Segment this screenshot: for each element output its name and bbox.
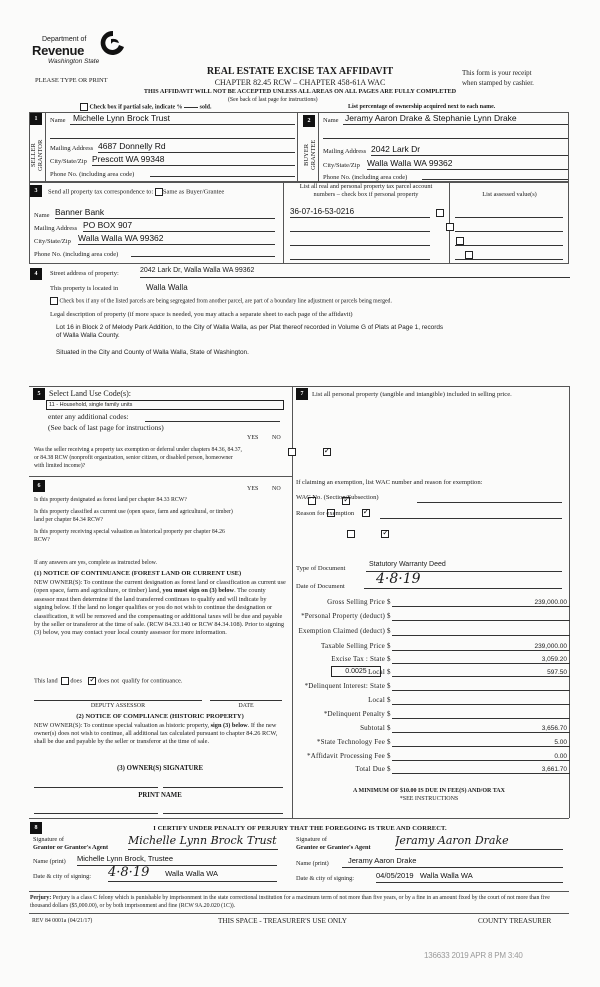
fee-delinquent-interest-local: Local $ [298, 696, 590, 706]
parcel-number-1[interactable]: 36-07-16-53-0216 [290, 207, 430, 218]
parcel-number-4[interactable] [290, 250, 430, 260]
grantee-date-field[interactable]: 04/05/2019 Walla Walla WA [376, 871, 563, 883]
tax-city-label: City/State/Zip [34, 238, 71, 245]
seller-city-field[interactable]: Prescott WA 99348 [92, 154, 295, 166]
partial-sale-sold: sold. [199, 104, 212, 111]
fee-personal-property: *Personal Property (deduct) $ [298, 612, 590, 622]
grantor-name-label: Name (print) [33, 858, 66, 865]
street-address-label: Street address of property: [50, 270, 119, 277]
continuance-choice: This land does ✓ does not qualify for continuance. [34, 677, 182, 685]
buyer-mailing-label: Mailing Address [323, 148, 367, 155]
form-revision: REV 84 0001a (04/21/17) [32, 918, 93, 924]
minimum-note: A MINIMUM OF $10.00 IS DUE IN FEE(S) AND/OR TAX [353, 788, 505, 794]
notice-continuance-title: (1) NOTICE OF CONTINUANCE (FOREST LAND OR CURRENT USE) [34, 570, 242, 577]
land-use-label: Select Land Use Code(s): [49, 389, 131, 398]
assessed-header: List assessed value(s) [482, 191, 537, 198]
receipt-note-1: This form is your receipt [462, 69, 532, 77]
parcel-header: List all real and personal property tax parcel account numbers – check box if personal property [299, 183, 433, 198]
section-4-badge: 4 [30, 268, 42, 280]
tax-phone-field[interactable] [131, 248, 275, 257]
see-back-label: (See back of last page for instructions) [48, 423, 164, 432]
logo-line3: Washington State [48, 58, 100, 65]
form-subtitle: CHAPTER 82.45 RCW – CHAPTER 458-61A WAC [214, 78, 386, 87]
wac-field[interactable] [417, 494, 562, 503]
fee-gross-selling-price: Gross Selling Price $ 239,000.00 [298, 598, 590, 608]
print-name-heading: PRINT NAME [138, 792, 182, 799]
notice-continuance-body: NEW OWNER(S): To continue the current designation as forest land or classification as current use (open space, farm and agriculture, or timber) land, you must sign on (3) below. The county assessor must then determine if the land transferred continues to qualify and will indicate by signing below. If the land no longer qualifies or you do not wish to continue the designation or classification, it will be removed and the compensating or additional taxes will be due and payable by the seller or transferor at the time of sale. (RCW 84.33.140 or RCW 84.34.108). Prior to signing (3) below, you may contact your local county assessor for more information. [34, 579, 286, 637]
deputy-assessor-label: DEPUTY ASSESSOR [90, 703, 146, 709]
partial-sale [80, 103, 212, 111]
grantee-name-label: Name (print) [296, 860, 329, 867]
owner-signature-heading: (3) OWNER(S) SIGNATURE [117, 765, 203, 772]
fee-excise-tax-state: Excise Tax : State $ 3,059.20 [298, 655, 590, 665]
historic-no-checkbox[interactable] [381, 530, 389, 538]
parcel-number-3[interactable] [290, 236, 430, 246]
grantor-name-field[interactable]: Michelle Lynn Brock, Trustee [77, 854, 277, 866]
historic-yes-checkbox[interactable] [347, 530, 355, 538]
yes-header-6: YES [247, 486, 259, 492]
section-8-badge: 8 [30, 822, 42, 834]
tax-city-field[interactable]: Walla Walla WA 99362 [78, 233, 275, 245]
fee-excise-tax-local: Local $ 597.50 [298, 668, 590, 678]
if-yes-note: If any answers are yes, complete as instructed below. [34, 560, 157, 566]
partial-sale-percent[interactable] [184, 107, 198, 108]
legal-description-label: Legal description of property (if more space is needed, you may attach a separate sheet to each page of the affidavit) [50, 311, 353, 318]
grantee-name-field[interactable]: Jeramy Aaron Drake [342, 856, 563, 868]
doc-type-field[interactable]: Statutory Warranty Deed [366, 561, 562, 572]
same-as-buyer-checkbox[interactable] [155, 188, 163, 196]
exemption-claim-label: If claiming an exemption, list WAC number and reason for exemption: [296, 479, 483, 486]
yes-header-5: YES [247, 435, 259, 441]
section-2-badge: 2 [303, 115, 315, 127]
grantee-signature-field[interactable]: Jeramy Aaron Drake [395, 833, 563, 850]
assessed-value-3[interactable] [455, 236, 563, 246]
land-use-select[interactable]: 11 - Household, single family units [46, 400, 284, 410]
deputy-assessor-signature-line[interactable] [34, 693, 202, 701]
grantor-date-field[interactable]: 4·8·19 Walla Walla WA [108, 865, 277, 882]
personal-property-label: List all personal property (tangible and intangible) included in selling price. [312, 391, 512, 398]
acceptance-warning: THIS AFFIDAVIT WILL NOT BE ACCEPTED UNLESS ALL AREAS ON ALL PAGES ARE FULLY COMPLETED [143, 88, 457, 95]
seller-city-label: City/State/Zip [50, 158, 87, 165]
date-label: DATE [238, 703, 254, 709]
assessed-value-1[interactable] [455, 208, 563, 218]
notice-compliance-body: NEW OWNER(S): To continue special valuation as historic property, sign (3) below. If the new owner(s) does not wish to continue, all additional tax calculated pursuant to chapter 84.26 RCW, shall be due and payable by the seller or transferor at the time of sale. [34, 722, 278, 746]
buyer-name-label: Name [323, 117, 339, 124]
tax-phone-label: Phone No. (including area code) [34, 251, 119, 258]
certify-statement: I CERTIFY UNDER PENALTY OF PERJURY THAT THE FOREGOING IS TRUE AND CORRECT. [153, 825, 447, 832]
current-use-question: Is this property classified as current use (open space, farm and agricultural, or timber) land per chapter 84.34 RCW? [34, 509, 233, 523]
send-correspondence-label: Send all property tax correspondence to: Same as Buyer/Grantee [48, 188, 225, 196]
print-name-line-1[interactable] [34, 806, 158, 814]
parcel-number-2[interactable] [290, 222, 430, 232]
no-header-5: NO [272, 435, 281, 441]
please-type: PLEASE TYPE OR PRINT [35, 77, 108, 84]
print-name-line-2[interactable] [163, 806, 283, 814]
fee-total-due: Total Due $ 3,661.70 [298, 765, 590, 775]
continuance-does-checkbox[interactable] [61, 677, 69, 685]
section-3-badge: 3 [30, 185, 42, 197]
legal-description-text[interactable]: Lot 16 in Block 2 of Melody Park Addition, to the City of Walla Walla, as per Plat thereof recorded in Volume G of Plats at Page 1, records of Walla Walla County. Situated in the City and County of Walla Walla, State of Washington. [56, 324, 444, 356]
located-in-label: This property is located in [50, 285, 119, 292]
buyer-phone-field[interactable] [422, 171, 568, 180]
tax-mailing-field[interactable]: PO BOX 907 [83, 220, 275, 232]
owner-signature-line-1[interactable] [34, 780, 158, 788]
fee-state-technology: *State Technology Fee $ 5.00 [298, 738, 590, 748]
reason-field[interactable] [380, 510, 562, 519]
seller-phone-field[interactable] [150, 168, 295, 177]
historic-question: Is this property receiving special valuation as historical property per chapter 84.26 RCW? [34, 529, 225, 543]
personal-property-checkbox-2[interactable] [446, 223, 454, 231]
seller-phone-label: Phone No. (including area code) [50, 171, 135, 178]
no-header-6: NO [272, 486, 281, 492]
see-instructions: *SEE INSTRUCTIONS [399, 796, 459, 802]
buyer-city-label: City/State/Zip [323, 162, 360, 169]
section-7-badge: 7 [296, 388, 308, 400]
grantor-signature-label: Signature of Grantor or Grantor's Agent [33, 836, 109, 851]
current-use-no-checkbox[interactable] [362, 509, 370, 517]
treasurer-stamp: 136633 2019 APR 8 PM 3:40 [424, 951, 523, 960]
fee-taxable-selling-price: Taxable Selling Price $ 239,000.00 [298, 642, 590, 652]
grantee-date-label: Date & city of signing: [296, 875, 355, 882]
seller-name-field[interactable]: Michelle Lynn Brock Trust [70, 113, 295, 125]
seller-name-line2[interactable] [50, 131, 295, 139]
buyer-city-field[interactable]: Walla Walla WA 99362 [367, 158, 568, 170]
perjury-notice: Perjury: Perjury is a class C felony which is punishable by imprisonment in the state correctional institution for a maximum term of not more than five years, or by a fine in an amount fixed by the court of not more than five thousand dollars ($5,000.00), or by both imprisonment and fine (RCW 9A.20.020 (1C)). [30, 895, 550, 909]
county-treasurer: COUNTY TREASURER [478, 917, 552, 925]
notice-compliance-title: (2) NOTICE OF COMPLIANCE (HISTORIC PROPERTY) [76, 713, 244, 720]
local-rate-box[interactable]: 0.0025 [331, 666, 381, 677]
section-6-badge: 6 [33, 480, 45, 492]
assessor-date-line[interactable] [210, 693, 282, 701]
additional-codes-field[interactable] [145, 414, 280, 422]
form-title: REAL ESTATE EXCISE TAX AFFIDAVIT [206, 66, 394, 77]
buyer-mailing-field[interactable]: 2042 Lark Dr [371, 144, 568, 156]
exemption-yes-checkbox[interactable] [288, 448, 296, 456]
seller-mailing-field[interactable]: 4687 Donnelly Rd [98, 141, 295, 153]
partial-sale-label: Check box if partial sale, indicate % [89, 104, 183, 111]
logo-line1: Department of [42, 36, 87, 43]
forest-land-question: Is this property designated as forest land per chapter 84.33 RCW? [34, 497, 187, 503]
assessed-value-4[interactable] [455, 250, 563, 260]
seller-name-label: Name [50, 117, 66, 124]
buyer-name-line2[interactable] [323, 131, 568, 139]
fee-delinquent-interest-state: *Delinquent Interest: State $ [298, 682, 590, 692]
treasurer-use-only: THIS SPACE - TREASURER'S USE ONLY [218, 917, 347, 925]
reason-label: Reason for exemption [296, 510, 355, 517]
seller-grantor-label: SELLER GRANTOR [30, 139, 44, 171]
continuance-does-not-checkbox[interactable] [88, 677, 96, 685]
fee-subtotal: Subtotal $ 3,656.70 [298, 724, 590, 734]
doc-type-label: Type of Document [296, 565, 346, 572]
additional-codes-label: enter any additional codes: [48, 412, 129, 421]
buyer-grantee-label: BUYER GRANTEE [303, 139, 317, 171]
fee-exemption-claimed: Exemption Claimed (deduct) $ [298, 627, 590, 637]
dor-logo [32, 30, 142, 70]
logo-line2: Revenue [32, 43, 85, 58]
ownership-note: List percentage of ownership acquired next to each name. [348, 104, 496, 110]
assessed-value-2[interactable] [455, 222, 563, 232]
grantor-date-label: Date & city of signing: [33, 873, 92, 880]
buyer-name-field[interactable]: Jeramy Aaron Drake & Stephanie Lynn Drake [343, 113, 568, 125]
exemption-question: Was the seller receiving a property tax exemption or deferral under chapters 84.36, 84.37, or 84.38 RCW (nonprofit organization, senior citizen, or disabled person, homeowner with limited income)? [34, 447, 242, 469]
buyer-phone-label: Phone No. (including area code) [323, 174, 408, 181]
street-address-field[interactable]: 2042 Lark Dr, Walla Walla WA 99362 [140, 267, 570, 278]
dor-logo-icon [100, 30, 126, 56]
personal-property-checkbox-1[interactable] [436, 209, 444, 217]
tax-name-field[interactable]: Banner Bank [55, 207, 275, 219]
tax-mailing-label: Mailing Address [34, 225, 78, 232]
doc-date-label: Date of Document [296, 583, 345, 590]
owner-signature-line-2[interactable] [163, 780, 283, 788]
grantor-signature-field[interactable]: Michelle Lynn Brock Trust [128, 833, 278, 850]
section-5-badge: 5 [33, 388, 45, 400]
instructions-note: (See back of last page for instructions) [228, 97, 318, 103]
segregated-checkbox[interactable] [50, 297, 58, 305]
personal-property-area[interactable] [298, 412, 563, 472]
located-in-value[interactable]: Walla Walla [146, 283, 188, 292]
partial-sale-checkbox[interactable] [80, 103, 88, 111]
segregated-row: Check box if any of the listed parcels are being segregated from another parcel, are part of a boundary line adjustment or parcels being merged. [50, 297, 392, 305]
fee-delinquent-penalty: *Delinquent Penalty $ [298, 710, 590, 720]
section-1-badge: 1 [30, 113, 42, 125]
grantee-signature-label: Signature of Grantee or Grantee's Agent [296, 836, 371, 851]
fee-affidavit-processing: *Affidavit Processing Fee $ 0.00 [298, 752, 590, 762]
tax-name-label: Name [34, 212, 50, 219]
doc-date-field[interactable]: 4·8·19 [364, 571, 562, 589]
receipt-note-2: when stamped by cashier. [462, 79, 534, 87]
wac-label: WAC No. (Section/Subsection) [296, 494, 379, 501]
seller-mailing-label: Mailing Address [50, 145, 94, 152]
